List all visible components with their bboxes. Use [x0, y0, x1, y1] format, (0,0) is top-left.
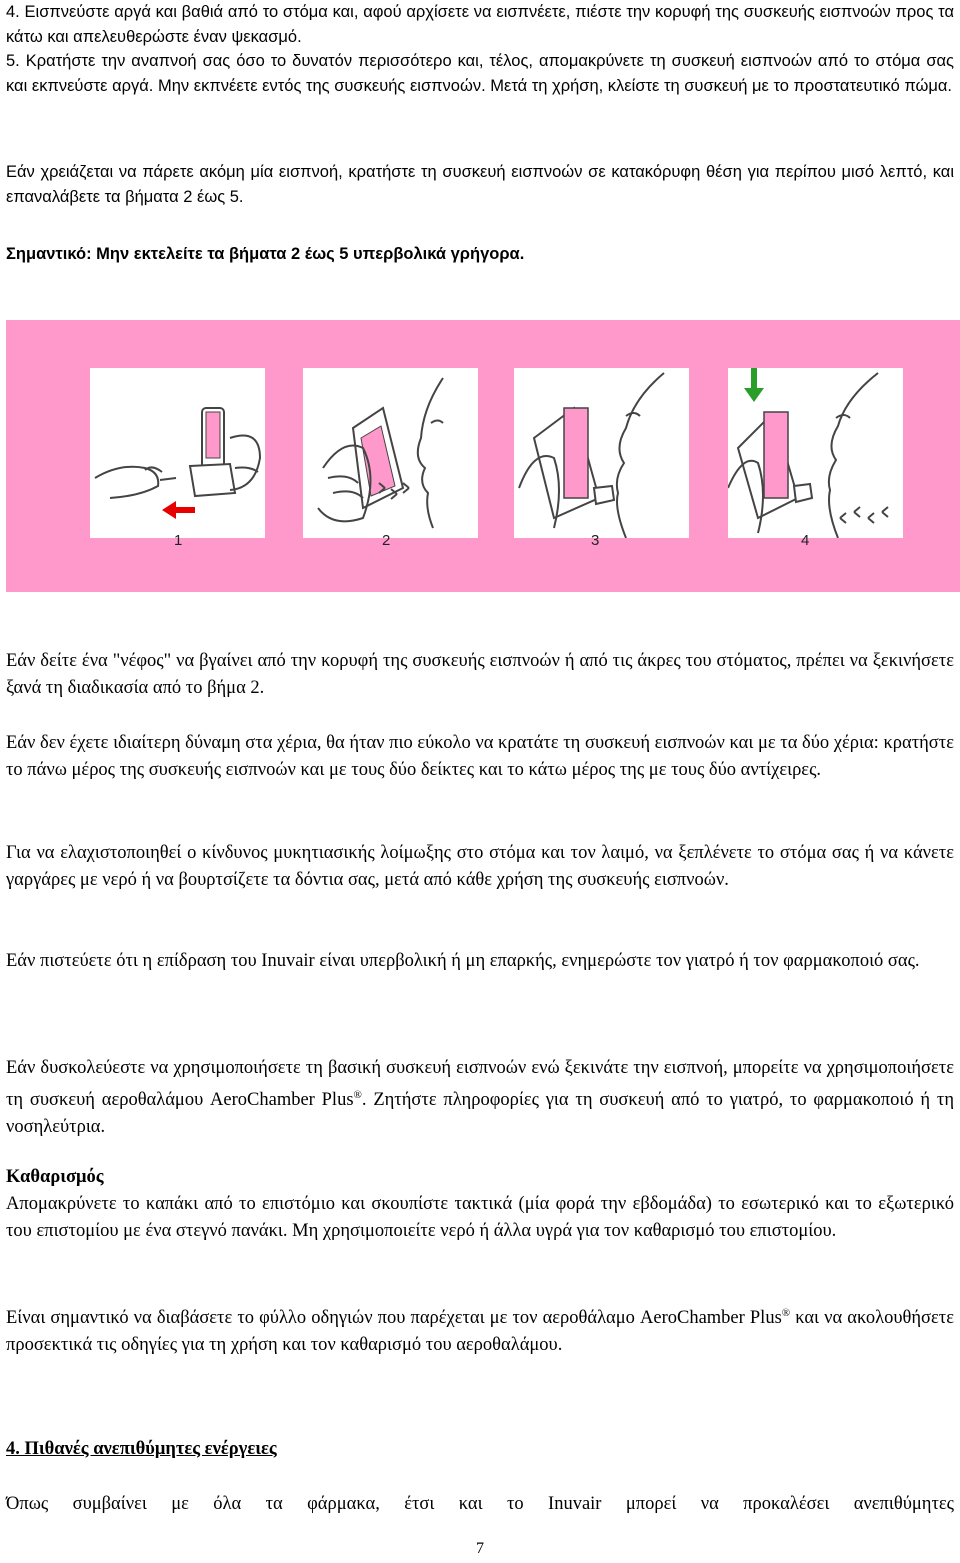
step-4-text: 4. Εισπνεύστε αργά και βαθιά από το στόμα και, αφού αρχίσετε να εισπνέετε, πιέστε την κορυφή της συσκευής εισπνοών προς τα κάτω και απελευθερώστε έναν ψεκασμό. [6, 3, 954, 46]
step-label-4: 4 [801, 532, 810, 549]
exhale-drawing [303, 368, 478, 538]
effect-paragraph: Εάν πιστεύετε ότι η επίδραση του Inuvair είναι υπερβολική ή μη επαρκής, ενημερώστε τον γιατρό ή τον φαρμακοποιό σας. [6, 951, 920, 971]
cleaning-heading: Καθαρισμός [6, 1167, 104, 1187]
fungal-infection-paragraph: Για να ελαχιστοποιηθεί ο κίνδυνος μυκητιασικής λοίμωξης στο στόμα και τον λαιμό, να ξεπλένετε το στόμα σας ή να κάνετε γαργάρες με νερό ή να βουρτσίζετε τα δόντια σας, μετά από κάθε χρήση της συσκευής εισπνοών. [6, 843, 954, 890]
leaflet-paragraph: Είναι σημαντικό να διαβάσετε το φύλλο οδηγιών που παρέχεται με τον αεροθάλαμο AeroChamber Plus® και να ακολουθήσετε προσεκτικά τις οδηγίες για τη χρήση και τον καθαρισμό του αεροθαλάμου. [6, 1307, 954, 1356]
mouthpiece-drawing [514, 368, 689, 538]
cloud-paragraph: Εάν δείτε ένα "νέφος" να βγαίνει από την κορυφή της συσκευής εισπνοών ή από τις άκρες του στόματος, πρέπει να ξεκινήσετε ξανά τη διαδικασία από το βήμα 2. [6, 651, 954, 698]
remove-cap-drawing [90, 368, 265, 538]
step-4-panel [728, 368, 903, 538]
cleaning-text: Απομακρύνετε το καπάκι από το επιστόμιο και σκουπίστε τακτικά (μία φορά την εβδομάδα) το εσωτερικό και το εξωτερικό του επιστομίου με ένα στεγνό πανάκι. Μη χρησιμοποιείτε νερό ή άλλα υγρά για τον καθαρισμό του επιστομίου. [6, 1194, 954, 1241]
aerochamber-paragraph: Εάν δυσκολεύεστε να χρησιμοποιήσετε τη βασική συσκευή εισπνοών ενώ ξεκινάτε την εισπνοή, μπορείτε να χρησιμοποιήσετε τη συσκευή αεροθαλάμου AeroChamber Plus®. Ζητήστε πληροφορίες για τη συσκευή από το γιατρό, το φαρμακοποιό ή τη νοσηλεύτρια. [6, 1058, 954, 1138]
section-4-heading: 4. Πιθανές ανεπιθύμητες ενέργειες [6, 1439, 277, 1459]
step-2-panel [303, 368, 478, 538]
important-note: Σημαντικό: Μην εκτελείτε τα βήματα 2 έως 5 υπερβολικά γρήγορα. [6, 245, 525, 263]
another-puff-paragraph: Εάν χρειάζεται να πάρετε ακόμη μία εισπνοή, κρατήστε τη συσκευή εισπνοών σε κατακόρυφη θέση για περίπου μισό λεπτό, και επαναλάβετε τα βήματα 2 έως 5. [6, 163, 954, 206]
inhale-press-drawing [728, 368, 903, 538]
inhaler-steps-illustration [6, 320, 960, 592]
section-4-intro: Όπως συμβαίνει με όλα τα φάρμακα, έτσι και το Inuvair μπορεί να προκαλέσει ανεπιθύμητες [6, 1494, 954, 1514]
weak-hands-paragraph: Εάν δεν έχετε ιδιαίτερη δύναμη στα χέρια, θα ήταν πιο εύκολο να κρατάτε τη συσκευή εισπνοών και με τα δύο χέρια: κρατήστε το πάνω μέρος της συσκευής εισπνοών και με τους δύο δείκτες και το κάτω μέρος της με τους δύο αντίχειρες. [6, 733, 954, 780]
step-label-2: 2 [382, 532, 391, 549]
step-3-panel [514, 368, 689, 538]
instructions-steps-4-5 [6, 0, 954, 98]
step-label-1: 1 [174, 532, 183, 549]
cleaning-section [6, 1164, 954, 1245]
page-number: 7 [476, 1540, 484, 1557]
registered-mark-2: ® [781, 1307, 791, 1319]
step-1-panel [90, 368, 265, 538]
registered-mark: ® [353, 1089, 362, 1101]
step-5-text: 5. Κρατήστε την αναπνοή σας όσο το δυνατόν περισσότερο και, τέλος, απομακρύνετε τη συσκευή εισπνοών από το στόμα σας και εκπνεύστε αργά. Μην εκπνέετε εντός της συσκευής εισπνοών. Μετά τη χρήση, κλείστε τη συσκευή με το προστατευτικό πώμα. [6, 52, 954, 95]
step-label-3: 3 [591, 532, 600, 549]
